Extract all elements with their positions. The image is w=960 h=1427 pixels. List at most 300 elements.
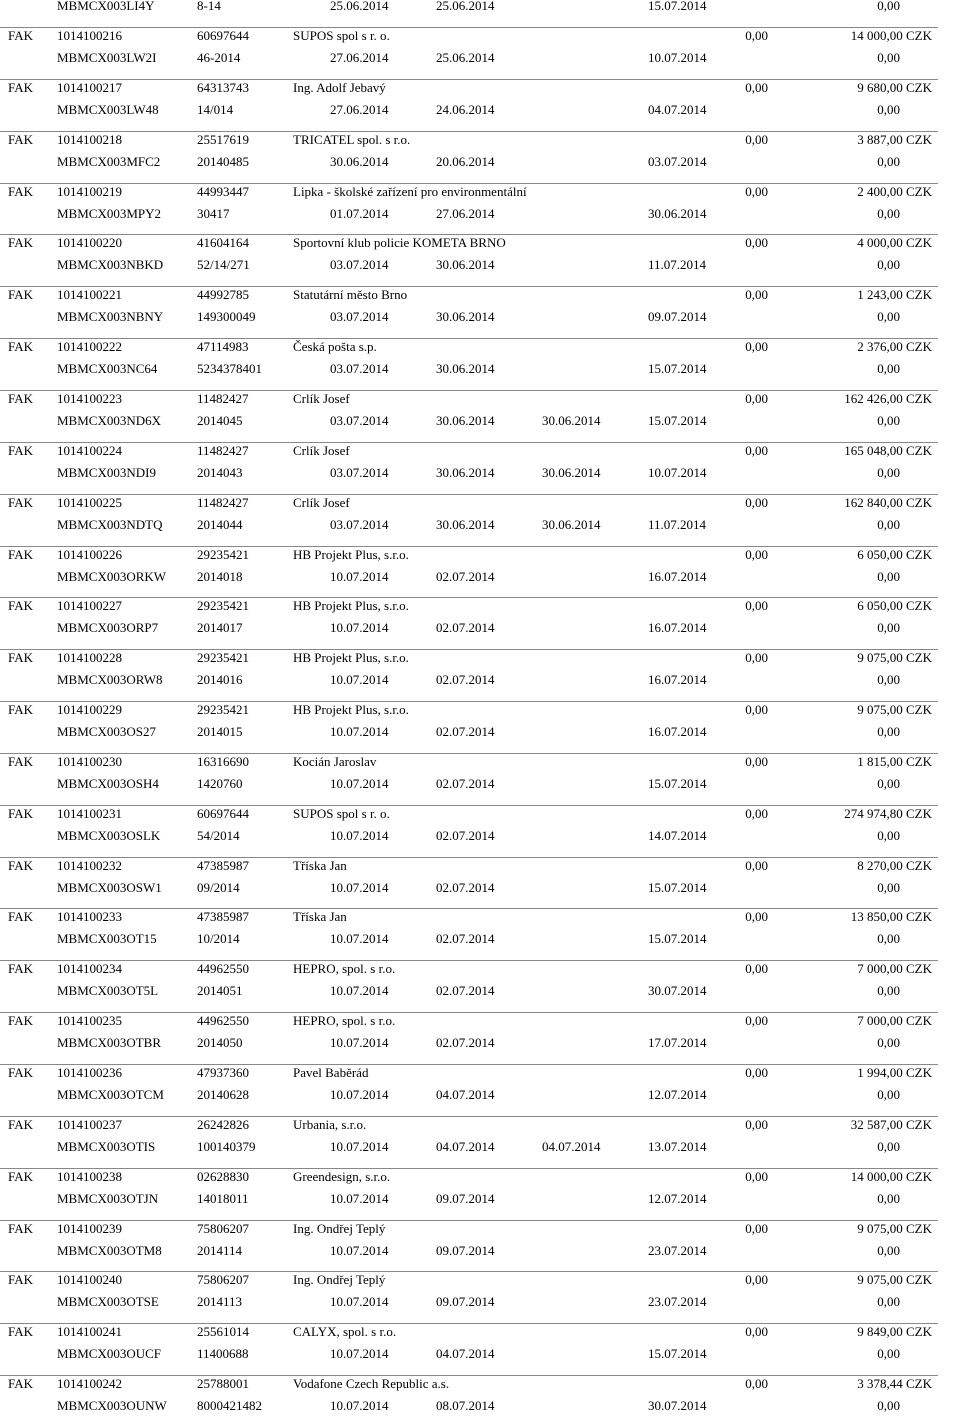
taxable-date: 30.06.2014 (436, 257, 495, 273)
due-date: 30.07.2014 (648, 1398, 707, 1414)
doc-no: 2014051 (197, 983, 243, 999)
issue-date: 01.07.2014 (330, 205, 389, 221)
partner-name: Crlík Josef (293, 494, 350, 510)
record-type: FAK (8, 1220, 34, 1236)
amount-paid: 0,00 (745, 131, 768, 147)
company-id: 47937360 (197, 1065, 249, 1080)
partner-name: Crlík Josef (293, 442, 350, 458)
amount-paid: 0,00 (745, 1116, 768, 1132)
var-symbol: MBMCX003OTBR (57, 1035, 162, 1051)
record-type: FAK (8, 702, 34, 718)
invoice-record (0, 701, 960, 753)
record-type: FAK (8, 546, 34, 562)
invoice-record (0, 805, 960, 857)
invoice-record (0, 1012, 960, 1064)
invoice-record (0, 442, 960, 494)
due-date: 15.07.2014 (648, 361, 707, 377)
taxable-date: 09.07.2014 (436, 1294, 495, 1310)
amount-paid: 0,00 (745, 1324, 768, 1340)
record-number: 1014100228 (57, 650, 122, 666)
amount-paid: 0,00 (745, 650, 768, 666)
total-amount: 8 270,00 CZK (857, 857, 932, 873)
due-date: 16.07.2014 (648, 620, 707, 636)
record-number: 1014100236 (57, 1065, 122, 1080)
issue-date: 10.07.2014 (330, 620, 389, 636)
issue-date: 03.07.2014 (330, 464, 389, 480)
taxable-date: 20.06.2014 (436, 153, 495, 169)
var-symbol: MBMCX003MPY2 (57, 205, 162, 221)
var-symbol: MBMCX003ORKW (57, 568, 167, 584)
total-amount: 6 050,00 CZK (857, 598, 932, 614)
taxable-date: 02.07.2014 (436, 879, 495, 895)
taxable-date: 30.06.2014 (436, 516, 495, 532)
taxable-date: 30.06.2014 (436, 309, 495, 325)
doc-no: 11400688 (197, 1346, 249, 1362)
invoice-record (0, 494, 960, 546)
record-type: FAK (8, 1116, 34, 1132)
issue-date: 10.07.2014 (330, 672, 389, 688)
doc-no: 10/2014 (197, 931, 240, 947)
taxable-date: 02.07.2014 (436, 724, 495, 740)
due-date: 15.07.2014 (648, 931, 707, 947)
company-id: 25517619 (197, 131, 249, 147)
record-number: 1014100216 (57, 28, 122, 43)
company-id: 26242826 (197, 1116, 249, 1132)
amount-paid: 0,00 (745, 79, 768, 95)
total-amount: 1 994,00 CZK (857, 1065, 932, 1080)
partner-name: Ing. Ondřej Teplý (293, 1220, 386, 1236)
taxable-date: 30.06.2014 (436, 464, 495, 480)
company-id: 29235421 (197, 702, 249, 718)
invoice-record (0, 1375, 960, 1427)
amount-paid: 0,00 (745, 546, 768, 562)
record-number: 1014100219 (57, 183, 122, 199)
taxable-date: 04.07.2014 (436, 1138, 495, 1154)
received-date: 04.07.2014 (542, 1138, 601, 1154)
doc-no: 46-2014 (197, 50, 241, 65)
record-type: FAK (8, 79, 34, 95)
issue-date: 27.06.2014 (330, 50, 389, 65)
paid-amount: 0,00 (877, 516, 900, 532)
invoice-record (0, 649, 960, 701)
amount-paid: 0,00 (745, 1272, 768, 1288)
partner-name: Česká pošta s.p. (293, 339, 377, 355)
total-amount: 6 050,00 CZK (857, 546, 932, 562)
total-amount: 9 075,00 CZK (857, 702, 932, 718)
taxable-date: 27.06.2014 (436, 205, 495, 221)
invoice-record (0, 908, 960, 960)
record-type: FAK (8, 494, 34, 510)
taxable-date: 02.07.2014 (436, 620, 495, 636)
var-symbol: MBMCX003OTIS (57, 1138, 156, 1154)
invoice-record (0, 286, 960, 338)
taxable-date: 30.06.2014 (436, 412, 495, 428)
paid-amount: 0,00 (877, 1138, 900, 1154)
due-date: 16.07.2014 (648, 568, 707, 584)
invoice-record (0, 27, 960, 79)
record-number: 1014100225 (57, 494, 122, 510)
var-symbol: MBMCX003OUNW (57, 1398, 167, 1414)
doc-no: 2014043 (197, 464, 243, 480)
var-symbol: MBMCX003LW2I (57, 50, 157, 65)
amount-paid: 0,00 (745, 909, 768, 925)
taxable-date: 25.06.2014 (436, 50, 495, 65)
record-type: FAK (8, 183, 34, 199)
partner-name: HB Projekt Plus, s.r.o. (293, 650, 409, 666)
doc-no: 5234378401 (197, 361, 262, 377)
record-number: 1014100235 (57, 1013, 122, 1029)
var-symbol: MBMCX003MFC2 (57, 153, 161, 169)
invoice-record (0, 390, 960, 442)
partner-name: Ing. Ondřej Teplý (293, 1272, 386, 1288)
invoice-record (0, 1168, 960, 1220)
doc-no: 2014044 (197, 516, 243, 532)
doc-no: 54/2014 (197, 827, 240, 843)
paid-amount: 0,00 (877, 1190, 900, 1206)
issue-date: 10.07.2014 (330, 1398, 389, 1414)
company-id: 47385987 (197, 909, 249, 925)
due-date: 15.07.2014 (648, 775, 707, 791)
record-number: 1014100242 (57, 1376, 122, 1392)
record-number: 1014100234 (57, 961, 122, 977)
company-id: 29235421 (197, 650, 249, 666)
due-date: 30.07.2014 (648, 983, 707, 999)
total-amount: 3 887,00 CZK (857, 131, 932, 147)
var-symbol: MBMCX003NDTQ (57, 516, 163, 532)
record-number: 1014100229 (57, 702, 122, 718)
paid-amount: 0,00 (877, 361, 900, 377)
paid-amount: 0,00 (877, 101, 900, 117)
issue-date: 10.07.2014 (330, 775, 389, 791)
received-date: 30.06.2014 (542, 412, 601, 428)
company-id: 47114983 (197, 339, 249, 355)
record-type: FAK (8, 1272, 34, 1288)
total-amount: 3 378,44 CZK (857, 1376, 932, 1392)
doc-no: 149300049 (197, 309, 256, 325)
due-date: 13.07.2014 (648, 1138, 707, 1154)
paid-amount: 0,00 (877, 153, 900, 169)
paid-amount: 0,00 (877, 1035, 900, 1051)
paid-amount: 0,00 (877, 568, 900, 584)
total-amount: 7 000,00 CZK (857, 1013, 932, 1029)
total-amount: 7 000,00 CZK (857, 961, 932, 977)
var-symbol: MBMCX003OT5L (57, 983, 159, 999)
partner-name: Ing. Adolf Jebavý (293, 79, 386, 95)
doc-no: 8-14 (197, 0, 221, 13)
var-symbol: MBMCX003OTJN (57, 1190, 159, 1206)
company-id: 25788001 (197, 1376, 249, 1392)
issue-date: 10.07.2014 (330, 1294, 389, 1310)
paid-amount: 0,00 (877, 775, 900, 791)
record-type: FAK (8, 339, 34, 355)
doc-no: 2014018 (197, 568, 243, 584)
partner-name: TRICATEL spol. s r.o. (293, 131, 411, 147)
total-amount: 9 075,00 CZK (857, 1272, 932, 1288)
total-amount: 2 400,00 CZK (857, 183, 932, 199)
partner-name: HB Projekt Plus, s.r.o. (293, 702, 409, 718)
var-symbol: MBMCX003OSH4 (57, 775, 159, 791)
doc-no: 8000421482 (197, 1398, 262, 1414)
issue-date: 10.07.2014 (330, 1190, 389, 1206)
var-symbol: MBMCX003OUCF (57, 1346, 162, 1362)
company-id: 02628830 (197, 1168, 249, 1184)
due-date: 17.07.2014 (648, 1035, 707, 1051)
invoice-record (0, 597, 960, 649)
invoice-record (0, 546, 960, 598)
var-symbol: MBMCX003LW48 (57, 101, 159, 117)
invoice-record (0, 1323, 960, 1375)
record-type: FAK (8, 961, 34, 977)
invoice-record (0, 1116, 960, 1168)
record-type: FAK (8, 805, 34, 821)
record-number: 1014100224 (57, 442, 122, 458)
amount-paid: 0,00 (745, 1168, 768, 1184)
var-symbol: MBMCX003OSLK (57, 827, 161, 843)
record-number: 1014100232 (57, 857, 122, 873)
due-date: 16.07.2014 (648, 672, 707, 688)
taxable-date: 08.07.2014 (436, 1398, 495, 1414)
issue-date: 10.07.2014 (330, 724, 389, 740)
amount-paid: 0,00 (745, 1013, 768, 1029)
partner-name: SUPOS spol s r. o. (293, 805, 390, 821)
record-type: FAK (8, 909, 34, 925)
taxable-date: 02.07.2014 (436, 827, 495, 843)
company-id: 75806207 (197, 1220, 249, 1236)
amount-paid: 0,00 (745, 961, 768, 977)
due-date: 11.07.2014 (648, 257, 707, 273)
company-id: 44962550 (197, 961, 249, 977)
record-number: 1014100227 (57, 598, 122, 614)
paid-amount: 0,00 (877, 257, 900, 273)
issue-date: 03.07.2014 (330, 257, 389, 273)
due-date: 23.07.2014 (648, 1294, 707, 1310)
company-id: 47385987 (197, 857, 249, 873)
paid-amount: 0,00 (877, 309, 900, 325)
taxable-date: 09.07.2014 (436, 1242, 495, 1258)
partner-name: Sportovní klub policie KOMETA BRNO (293, 235, 506, 251)
record-type: FAK (8, 857, 34, 873)
total-amount: 1 815,00 CZK (857, 753, 932, 769)
record-type: FAK (8, 287, 34, 303)
amount-paid: 0,00 (745, 1220, 768, 1236)
invoice-record (0, 753, 960, 805)
total-amount: 9 075,00 CZK (857, 1220, 932, 1236)
paid-amount: 0,00 (877, 464, 900, 480)
issue-date: 10.07.2014 (330, 827, 389, 843)
var-symbol: MBMCX003OSW1 (57, 879, 162, 895)
record-number: 1014100238 (57, 1168, 122, 1184)
paid-amount: 0,00 (877, 412, 900, 428)
issue-date: 10.07.2014 (330, 1087, 389, 1102)
doc-no: 2014015 (197, 724, 243, 740)
taxable-date: 25.06.2014 (436, 0, 495, 13)
amount-paid: 0,00 (745, 805, 768, 821)
paid-amount: 0,00 (877, 931, 900, 947)
record-type: FAK (8, 1013, 34, 1029)
due-date: 10.07.2014 (648, 464, 707, 480)
company-id: 11482427 (197, 442, 249, 458)
record-number: 1014100221 (57, 287, 122, 303)
company-id: 44962550 (197, 1013, 249, 1029)
taxable-date: 04.07.2014 (436, 1346, 495, 1362)
issue-date: 03.07.2014 (330, 516, 389, 532)
partner-name: Kocián Jaroslav (293, 753, 377, 769)
invoice-record (0, 131, 960, 183)
taxable-date: 02.07.2014 (436, 931, 495, 947)
amount-paid: 0,00 (745, 183, 768, 199)
paid-amount: 0,00 (877, 1398, 900, 1414)
doc-no: 2014045 (197, 412, 243, 428)
record-number: 1014100220 (57, 235, 122, 251)
record-number: 1014100230 (57, 753, 122, 769)
total-amount: 9 075,00 CZK (857, 650, 932, 666)
record-number: 1014100223 (57, 390, 122, 406)
record-number: 1014100239 (57, 1220, 122, 1236)
paid-amount: 0,00 (877, 827, 900, 843)
var-symbol: MBMCX003OTSE (57, 1294, 159, 1310)
taxable-date: 24.06.2014 (436, 101, 495, 117)
doc-no: 30417 (197, 205, 230, 221)
invoice-record (0, 183, 960, 235)
company-id: 25561014 (197, 1324, 249, 1340)
company-id: 11482427 (197, 390, 249, 406)
taxable-date: 09.07.2014 (436, 1190, 495, 1206)
due-date: 15.07.2014 (648, 0, 707, 13)
issue-date: 10.07.2014 (330, 1242, 389, 1258)
amount-paid: 0,00 (745, 28, 768, 43)
record-number: 1014100241 (57, 1324, 122, 1340)
total-amount: 32 587,00 CZK (850, 1116, 932, 1132)
record-type: FAK (8, 131, 34, 147)
paid-amount: 0,00 (877, 724, 900, 740)
issue-date: 03.07.2014 (330, 361, 389, 377)
company-id: 60697644 (197, 805, 249, 821)
partner-name: Tříska Jan (293, 857, 347, 873)
total-amount: 14 000,00 CZK (850, 28, 932, 43)
doc-no: 20140485 (197, 153, 249, 169)
issue-date: 10.07.2014 (330, 879, 389, 895)
amount-paid: 0,00 (745, 442, 768, 458)
company-id: 60697644 (197, 28, 249, 43)
due-date: 04.07.2014 (648, 101, 707, 117)
taxable-date: 02.07.2014 (436, 775, 495, 791)
var-symbol: MBMCX003NC64 (57, 361, 158, 377)
amount-paid: 0,00 (745, 339, 768, 355)
company-id: 29235421 (197, 598, 249, 614)
total-amount: 9 680,00 CZK (857, 79, 932, 95)
var-symbol: MBMCX003LI4Y (57, 0, 155, 13)
doc-no: 09/2014 (197, 879, 240, 895)
company-id: 41604164 (197, 235, 249, 251)
var-symbol: MBMCX003OT15 (57, 931, 157, 947)
due-date: 30.06.2014 (648, 205, 707, 221)
invoice-record (0, 79, 960, 131)
total-amount: 9 849,00 CZK (857, 1324, 932, 1340)
partner-name: HEPRO, spol. s r.o. (293, 961, 396, 977)
due-date: 14.07.2014 (648, 827, 707, 843)
record-number: 1014100226 (57, 546, 122, 562)
partner-name: HB Projekt Plus, s.r.o. (293, 546, 409, 562)
due-date: 12.07.2014 (648, 1087, 707, 1102)
amount-paid: 0,00 (745, 598, 768, 614)
doc-no: 2014114 (197, 1242, 243, 1258)
record-type: FAK (8, 235, 34, 251)
amount-paid: 0,00 (745, 1065, 768, 1080)
partner-name: Lipka - školské zařízení pro environmentální (293, 183, 527, 199)
var-symbol: MBMCX003OTCM (57, 1087, 164, 1102)
paid-amount: 0,00 (877, 1242, 900, 1258)
partner-name: CALYX, spol. s r.o. (293, 1324, 397, 1340)
total-amount: 274 974,80 CZK (844, 805, 932, 821)
total-amount: 14 000,00 CZK (850, 1168, 932, 1184)
partner-name: SUPOS spol s r. o. (293, 28, 390, 43)
doc-no: 2014050 (197, 1035, 243, 1051)
paid-amount: 0,00 (877, 1346, 900, 1362)
paid-amount: 0,00 (877, 1294, 900, 1310)
issue-date: 03.07.2014 (330, 412, 389, 428)
total-amount: 1 243,00 CZK (857, 287, 932, 303)
partner-name: Greendesign, s.r.o. (293, 1168, 391, 1184)
received-date: 30.06.2014 (542, 516, 601, 532)
partner-name: Crlík Josef (293, 390, 350, 406)
amount-paid: 0,00 (745, 235, 768, 251)
invoice-record (0, 1220, 960, 1272)
taxable-date: 02.07.2014 (436, 672, 495, 688)
issue-date: 10.07.2014 (330, 1035, 389, 1051)
record-number: 1014100218 (57, 131, 122, 147)
record-type: FAK (8, 442, 34, 458)
partner-name: Statutární město Brno (293, 287, 408, 303)
var-symbol: MBMCX003NBKD (57, 257, 164, 273)
total-amount: 162 840,00 CZK (844, 494, 932, 510)
company-id: 75806207 (197, 1272, 249, 1288)
amount-paid: 0,00 (745, 702, 768, 718)
company-id: 29235421 (197, 546, 249, 562)
var-symbol: MBMCX003NBNY (57, 309, 164, 325)
paid-amount: 0,00 (877, 1087, 900, 1102)
doc-no: 14018011 (197, 1190, 249, 1206)
amount-paid: 0,00 (745, 287, 768, 303)
record-type: FAK (8, 1324, 34, 1340)
doc-no: 2014016 (197, 672, 243, 688)
amount-paid: 0,00 (745, 753, 768, 769)
paid-amount: 0,00 (877, 672, 900, 688)
partner-name: HEPRO, spol. s r.o. (293, 1013, 396, 1029)
company-id: 11482427 (197, 494, 249, 510)
record-number: 1014100217 (57, 79, 122, 95)
paid-amount: 0,00 (877, 983, 900, 999)
record-type: FAK (8, 390, 34, 406)
partner-name: Tříska Jan (293, 909, 347, 925)
amount-paid: 0,00 (745, 1376, 768, 1392)
doc-no: 2014113 (197, 1294, 243, 1310)
paid-amount: 0,00 (877, 205, 900, 221)
record-type: FAK (8, 753, 34, 769)
due-date: 12.07.2014 (648, 1190, 707, 1206)
due-date: 23.07.2014 (648, 1242, 707, 1258)
partner-name: HB Projekt Plus, s.r.o. (293, 598, 409, 614)
due-date: 15.07.2014 (648, 412, 707, 428)
taxable-date: 02.07.2014 (436, 568, 495, 584)
issue-date: 10.07.2014 (330, 983, 389, 999)
partner-name: Pavel Baběrád (293, 1065, 369, 1080)
doc-no: 52/14/271 (197, 257, 250, 273)
invoice-record (0, 1064, 960, 1116)
invoice-record (0, 1271, 960, 1323)
var-symbol: MBMCX003ORP7 (57, 620, 159, 636)
due-date: 15.07.2014 (648, 1346, 707, 1362)
taxable-date: 04.07.2014 (436, 1087, 495, 1102)
